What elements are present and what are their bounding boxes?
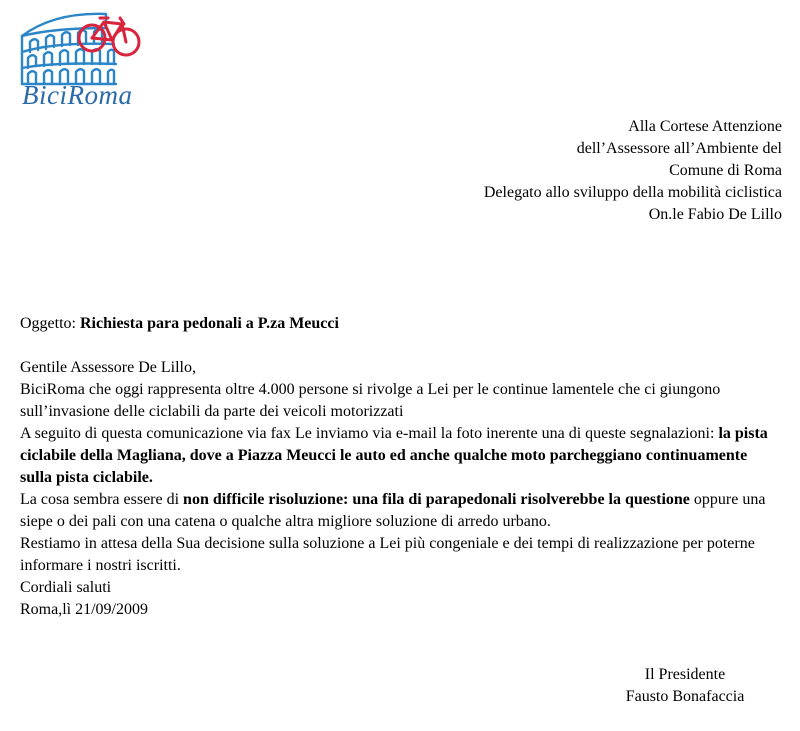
logo-wordmark: BiciRoma [22,80,133,110]
subject-line [20,313,339,335]
signature-block [600,664,770,708]
biciroma-logo [14,6,152,118]
recipient-line: Comune di Roma [669,162,782,179]
signature-title: Il Presidente [644,666,726,683]
paragraph-3-text-b: oppure una siepe o dei pali con una catena o qualche altra migliore soluzione di arredo urbano. [20,491,766,530]
paragraph-2-highlight: la pista ciclabile della Magliana, dove a Piazza Meucci le auto ed anche qualche moto parcheggiano continuamente sulla pista ciclabile. [20,425,768,486]
paragraph-2-text: A seguito di questa comunicazione via fax Le inviamo via e-mail la foto inerente una di queste segnalazioni: [20,425,719,442]
subject-label: Oggetto: [20,315,80,332]
paragraph-4: Restiamo in attesa della Sua decisione sulla soluzione a Lei più congeniale e dei tempi di realizzazione per poterne informare i nostri iscritti. [20,535,755,574]
paragraph-3-text-a: La cosa sembra essere di [20,491,184,508]
recipient-line: On.le Fabio De Lillo [648,206,782,223]
greeting: Gentile Assessore De Lillo, [20,359,196,376]
recipient-block [484,116,782,226]
letter-body [20,357,782,621]
signature-name: Fausto Bonafaccia [625,688,745,705]
recipient-line: Delegato allo sviluppo della mobilità ciclistica [483,184,782,201]
subject-text: Richiesta para pedonali a P.za Meucci [80,315,339,332]
paragraph-3 [20,489,782,533]
recipient-line: dell’Assessore all’Ambiente del [576,140,782,157]
recipient-line: Alla Cortese Attenzione [628,118,782,135]
paragraph-2 [20,423,782,489]
paragraph-1: BiciRoma che oggi rappresenta oltre 4.000 persone si rivolge a Lei per le continue lamentele che ci giungono sull’invasione delle ciclabili da parte dei veicoli motorizzati [20,381,721,420]
place-date: Roma,lì 21/09/2009 [20,601,148,618]
closing: Cordiali saluti [20,579,112,596]
paragraph-3-highlight: non difficile risoluzione: una fila di parapedonali risolverebbe la questione [183,491,690,508]
